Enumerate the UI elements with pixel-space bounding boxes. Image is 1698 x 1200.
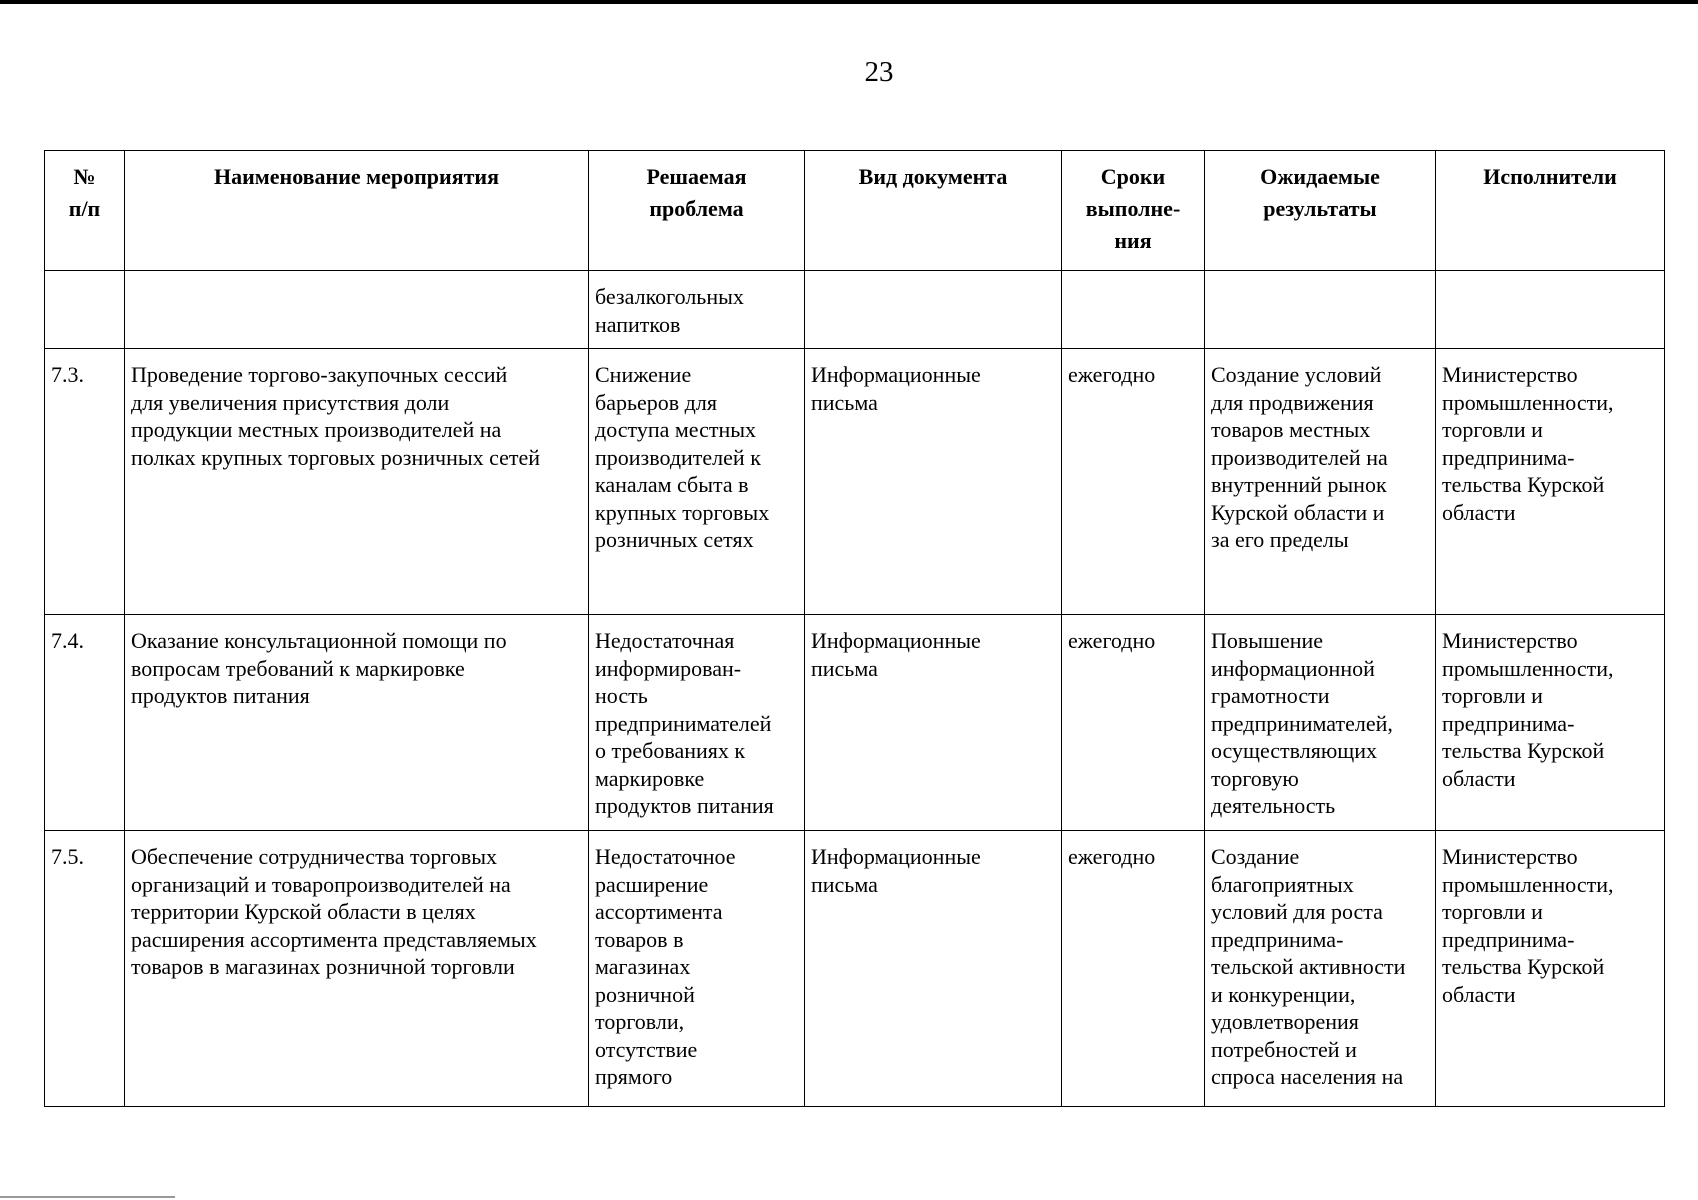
cell-activity-name: Обеспечение сотрудничества торговых организаций и товаропроизводителей на территории Курской области в целях расширения ассортимента представляемых товаров в магазинах розничной торговли [125,831,589,1107]
bottom-edge-mark [0,1196,175,1198]
cell-executors: Министерство промышленности, торговли и предпринима- тельства Курской области [1436,615,1665,831]
header-problem: Решаемая проблема [589,151,805,271]
cell-document-type: Информационные письма [805,349,1062,615]
action-plan-table [44,150,1665,1107]
cell-activity-name [125,271,589,349]
cell-problem: Снижение барьеров для доступа местных производителей к каналам сбыта в крупных торговых розничных сетях [589,349,805,615]
table-row [45,349,1665,615]
cell-deadline: ежегодно [1062,349,1205,615]
table-row [45,615,1665,831]
cell-activity-name: Оказание консультационной помощи по вопросам требований к маркировке продуктов питания [125,615,589,831]
cell-expected-results: Создание условий для продвижения товаров местных производителей на внутренний рынок Курской области и за его пределы [1205,349,1436,615]
cell-document-type: Информационные письма [805,831,1062,1107]
table-row [45,271,1665,349]
cell-expected-results: Повышение информационной грамотности предпринимателей, осуществляющих торговую деятельность [1205,615,1436,831]
cell-document-type: Информационные письма [805,615,1062,831]
cell-document-type [805,271,1062,349]
header-activity-name: Наименование мероприятия [125,151,589,271]
header-document-type: Вид документа [805,151,1062,271]
cell-problem: Недостаточное расширение ассортимента товаров в магазинах розничной торговли, отсутствие прямого [589,831,805,1107]
cell-executors: Министерство промышленности, торговли и предпринима- тельства Курской области [1436,349,1665,615]
cell-number: 7.3. [45,349,125,615]
header-deadline: Сроки выполне- ния [1062,151,1205,271]
cell-number: 7.5. [45,831,125,1107]
cell-deadline: ежегодно [1062,615,1205,831]
cell-number [45,271,125,349]
page-number: 23 [864,56,894,88]
cell-problem: безалкогольных напитков [589,271,805,349]
cell-expected-results: Создание благоприятных условий для роста предпринима- тельской активности и конкуренции, удовлетворения потребностей и спроса населения на [1205,831,1436,1107]
header-executors: Исполнители [1436,151,1665,271]
cell-expected-results [1205,271,1436,349]
cell-number: 7.4. [45,615,125,831]
cell-deadline: ежегодно [1062,831,1205,1107]
cell-deadline [1062,271,1205,349]
cell-executors [1436,271,1665,349]
cell-problem: Недостаточная информирован- ность предпринимателей о требованиях к маркировке продуктов питания [589,615,805,831]
table-header-row [45,151,1665,271]
header-number: № п/п [45,151,125,271]
cell-activity-name: Проведение торгово-закупочных сессий для увеличения присутствия доли продукции местных производителей на полках крупных торговых розничных сетей [125,349,589,615]
header-expected-results: Ожидаемые результаты [1205,151,1436,271]
top-border-line [0,0,1698,4]
table-row [45,831,1665,1107]
cell-executors: Министерство промышленности, торговли и предпринима- тельства Курской области [1436,831,1665,1107]
